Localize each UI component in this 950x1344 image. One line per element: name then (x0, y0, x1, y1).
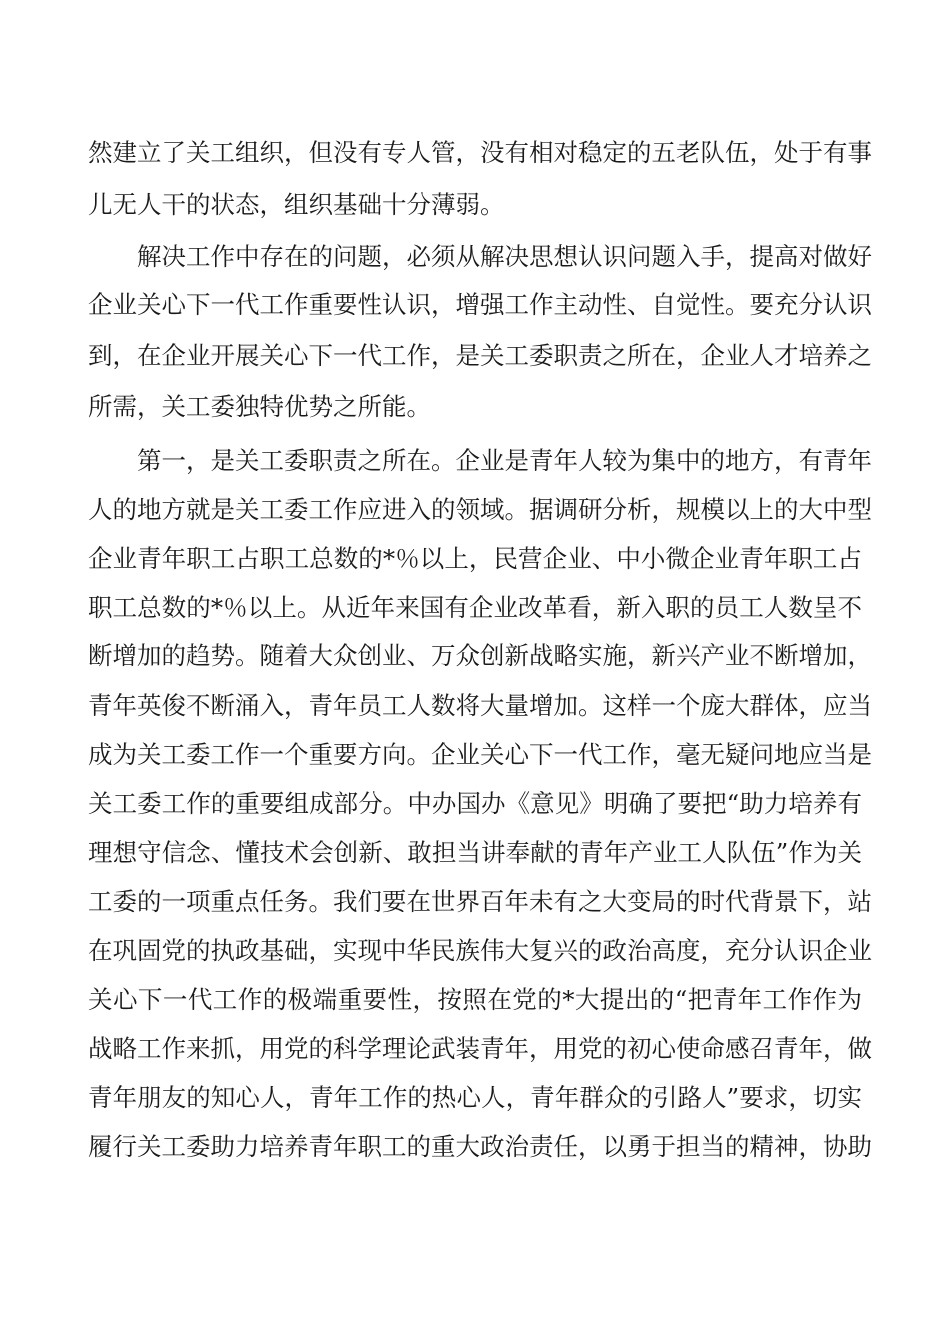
text-line: 青年英俊不断涌入，青年员工人数将大量增加。这样一个庞大群体，应当 (88, 691, 872, 720)
text-line: 职工总数的*％以上。从近年来国有企业改革看，新入职的员工人数呈不 (88, 593, 862, 622)
text-line: 青年朋友的知心人，青年工作的热心人，青年群众的引路人”要求，切实 (88, 1083, 862, 1112)
text-line: 理想守信念、懂技术会创新、敢担当讲奉献的青年产业工人队伍”作为关 (88, 838, 862, 867)
paragraph-first-line: 解决工作中存在的问题，必须从解决思想认识问题入手，提高对做好 (137, 242, 872, 271)
text-line: 成为关工委工作一个重要方向。企业关心下一代工作，毫无疑问地应当是 (88, 740, 872, 769)
text-line: 在巩固党的执政基础，实现中华民族伟大复兴的政治高度，充分认识企业 (88, 936, 872, 965)
text-line: 战略工作来抓，用党的科学理论武装青年，用党的初心使命感召青年，做 (88, 1034, 872, 1063)
paragraph-first-line: 第一，是关工委职责之所在。企业是青年人较为集中的地方，有青年 (137, 446, 872, 475)
text-line: 儿无人干的状态，组织基础十分薄弱。 (88, 190, 505, 219)
text-line: 关心下一代工作的极端重要性，按照在党的*大提出的“把青年工作作为 (88, 985, 862, 1014)
text-line: 所需，关工委独特优势之所能。 (88, 392, 431, 421)
text-line: 企业关心下一代工作重要性认识，增强工作主动性、自觉性。要充分认识 (88, 290, 872, 319)
text-line: 断增加的趋势。随着大众创业、万众创新战略实施，新兴产业不断增加， (88, 641, 872, 670)
text-line: 工委的一项重点任务。我们要在世界百年未有之大变局的时代背景下，站 (88, 887, 872, 916)
text-line: 人的地方就是关工委工作应进入的领域。据调研分析，规模以上的大中型 (88, 495, 872, 524)
text-line: 履行关工委助力培养青年职工的重大政治责任，以勇于担当的精神，协助 (88, 1132, 872, 1161)
text-line: 关工委工作的重要组成部分。中办国办《意见》明确了要把“助力培养有 (88, 789, 862, 818)
text-line: 企业青年职工占职工总数的*％以上，民营企业、中小微企业青年职工占 (88, 544, 862, 573)
text-line: 到，在企业开展关心下一代工作，是关工委职责之所在，企业人才培养之 (88, 341, 872, 370)
text-line: 然建立了关工组织，但没有专人管，没有相对稳定的五老队伍，处于有事 (88, 138, 872, 167)
